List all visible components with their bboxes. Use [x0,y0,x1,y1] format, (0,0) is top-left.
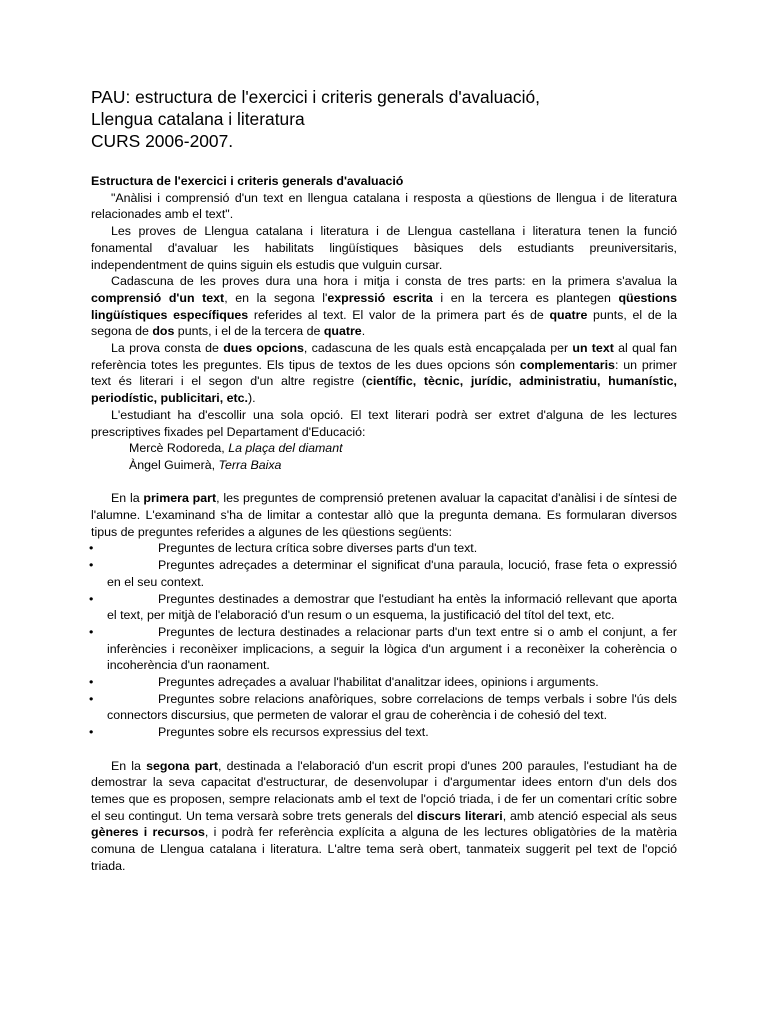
bold-run: primera part [143,491,217,506]
reading-title: La plaça del diamant [228,441,343,456]
text-run: La prova consta de [111,341,224,356]
list-item [91,674,677,691]
text-run: En la [111,491,144,506]
list-item-text: Preguntes de lectura crítica sobre diverses parts d'un text. [158,541,478,556]
bold-run: dos [152,324,175,339]
paragraph-structure [91,273,677,340]
bullet-icon: • [89,725,94,740]
list-item-text: Preguntes de lectura destinades a relacionar parts d'un text entre si o amb el conjunt, a fer inferències i reconèixer implicacions, a seguir la lògica d'un argument i a reconèixer la coherència o incoherència d'un raonament. [107,624,677,673]
reading-item [129,457,677,474]
bold-run: un text [572,341,614,356]
bullet-icon: • [89,558,94,573]
quote-paragraph: "Anàlisi i comprensió d'un text en llengua catalana i resposta a qüestions de llengua i de literatura relacionades amb el text". [91,190,677,222]
text-run: punts, i el de la tercera de [174,324,324,339]
text-run: . [361,324,366,339]
paragraph-options [91,340,677,407]
bullet-icon: • [89,675,94,690]
course-year: CURS 2006-2007. [91,131,234,151]
list-item-text: Preguntes sobre els recursos expressius del text. [158,725,429,740]
text-run: , destinada a l'elaboració d'un escrit propi d'unes 200 paraules, l'estudiant ha de demostrar la seva capacitat d'estructurar, de desenvolupar i d'argumentar idees entorn d'un dels dos temes que es proposen, sempre relacionats amb el text de l'opció triada, i de fer un comentari crític sobre el seu contingut. Un tema versarà sobre trets generals del [91,758,678,823]
text-run: , les preguntes de comprensió pretenen avaluar la capacitat d'anàlisi i de síntesi de l'alumne. L'examinand s'ha de limitar a contestar allò que la pregunta demana. Es formularan diversos tipus de preguntes referides a algunes de les qüestions següents: [91,491,678,539]
text-run: En la [111,758,147,773]
list-item-text: Preguntes adreçades a determinar el significat d'una paraula, locució, frase feta o expressió en el seu context. [107,558,677,589]
paragraph-second-part [91,758,677,875]
list-item [91,591,677,624]
reading-author: Àngel Guimerà, [129,457,219,472]
bold-run: qüestions lingüístiques específiques [91,290,677,322]
list-item-text: Preguntes destinades a demostrar que l'estudiant ha entès la informació rellevant que aporta el text, per mitjà de l'elaboració d'un resum o un esquema, la justificació del títol del text, etc. [107,591,677,623]
bullet-icon: • [89,691,94,706]
document-title [91,86,691,152]
paragraph-purpose: Les proves de Llengua catalana i literatura i de Llengua castellana i literatura tenen la funció fonamental d'avaluar les habilitats lingüístiques bàsiques dels estudiants preuniversitaris, independentment de quins siguin els estudis que vulguin cursar. [91,224,677,272]
text-run: punts, el de la segona de [91,307,677,339]
text-run: , en la segona l' [224,290,328,305]
text-run: , cadascuna de les quals està encapçalada per [303,341,573,356]
section-heading: Estructura de l'exercici i criteris generals d'avaluació [91,174,404,188]
text-run: : un primer text és literari i el segon d'un altre registre ( [91,357,678,389]
bold-run: científic, tècnic, jurídic, administratiu, humanístic, periodístic, publicitari, etc. [91,374,677,406]
bold-run: comprensió d'un text [91,290,225,305]
question-types-list [91,540,677,740]
reading-author: Mercè Rodoreda, [129,441,229,456]
bold-run: discurs literari [416,808,503,823]
spacer [91,474,677,491]
list-item [91,540,677,557]
reading-list [91,440,677,473]
bold-run: segona part [146,758,219,773]
text-run: , i podrà fer referència explícita a alguna de les lectures obligatòries de la matèria comuna de Llengua catalana i literatura. L'altre tema serà obert, tanmateix suggerit pel text de l'opció triada. [91,825,678,873]
list-item [91,624,677,674]
text-run: ). [247,391,256,406]
text-run: i en la tercera es plantegen [432,290,619,305]
bold-run: gèneres i recursos [91,825,205,840]
text-run: , amb atenció especial als seus [502,808,678,823]
text-run: Cadascuna de les proves dura una hora i mitja i consta de tres parts: en la primera s'avalua la [111,274,677,289]
spacer [91,741,677,758]
list-item-text: Preguntes adreçades a avaluar l'habilitat d'analitzar idees, opinions i arguments. [158,675,599,690]
reading-item [129,440,677,457]
text-run: referides al text. El valor de la primera part és de [248,307,550,322]
bold-run: quatre [549,307,588,322]
list-item-text: Preguntes sobre relacions anafòriques, sobre correlacions de temps verbals i sobre l'ús dels connectors discursius, que permeten de valorar el grau de coherència i de cohesió del text. [107,691,677,723]
text-run: al qual fan referència totes les preguntes. Els tipus de textos de les dues opcions són [91,341,677,372]
list-item [91,691,677,724]
bold-run: complementaris [519,357,615,372]
bullet-icon: • [89,541,94,556]
bold-run: expressió escrita [327,290,433,305]
bullet-icon: • [89,624,94,639]
bullet-icon: • [89,591,94,606]
list-item [91,557,677,590]
title-line-1: PAU: estructura de l'exercici i criteris generals d'avaluació, [91,87,540,107]
document-body [91,173,677,875]
title-line-2: Llengua catalana i literatura [91,109,305,129]
paragraph-first-part [91,490,677,540]
bold-run: quatre [323,324,362,339]
paragraph-readings-intro: L'estudiant ha d'escollir una sola opció. El text literari podrà ser extret d'alguna de les lectures prescriptives fixades pel Departament d'Educació: [91,407,677,439]
reading-title: Terra Baixa [218,457,282,472]
bold-run: dues opcions [223,341,304,356]
list-item [91,724,677,741]
